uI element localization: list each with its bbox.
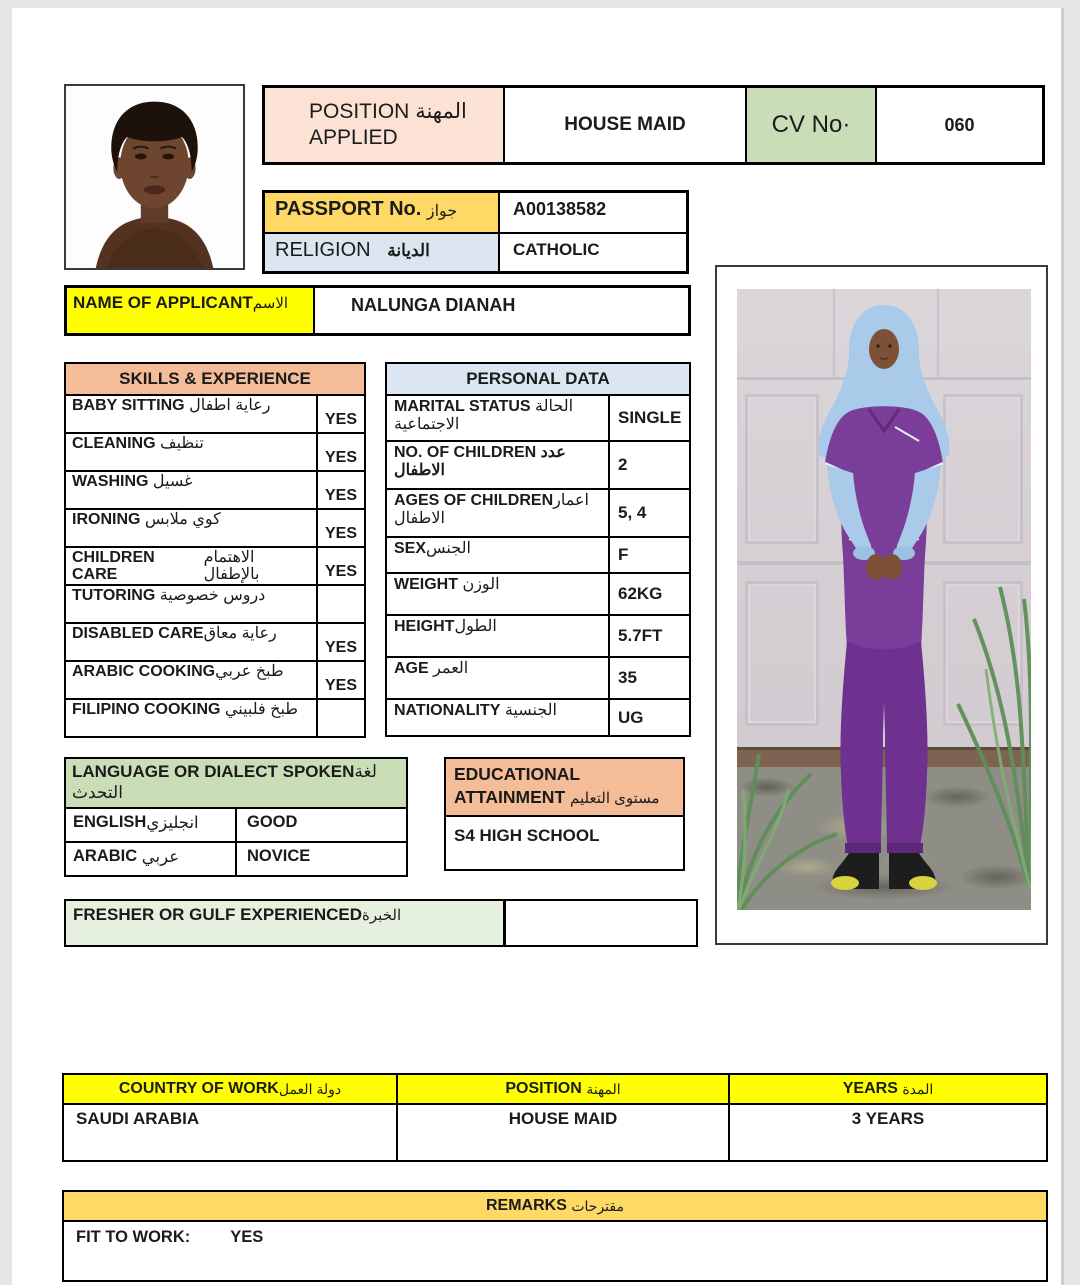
years-value: 3 YEARS (728, 1105, 1046, 1160)
photo-scene (737, 289, 1031, 910)
personal-row (387, 656, 689, 698)
skill-row (66, 470, 364, 508)
work-history-header-row (64, 1075, 1046, 1103)
personal-row (387, 440, 689, 488)
skill-row (66, 660, 364, 698)
religion-label: RELIGION (275, 239, 371, 261)
fresher-label-cell (66, 901, 503, 945)
skill-value: YES (316, 434, 364, 470)
personal-row (387, 536, 689, 572)
personal-label-arabic: العمر (433, 660, 469, 677)
skill-label: WASHING (72, 473, 149, 490)
remarks-table (62, 1190, 1048, 1282)
skill-row (66, 622, 364, 660)
position-header-arabic: المهنة (586, 1080, 621, 1097)
fit-to-work-value: YES (230, 1228, 264, 1246)
language-label-arabic: عربي (141, 848, 180, 866)
skill-label: ARABIC COOKING (72, 663, 216, 680)
personal-label-arabic: اعمار الاطفال (394, 492, 589, 528)
position-cv-table (262, 85, 1045, 165)
skill-label-arabic: دروس خصوصية (159, 587, 266, 604)
religion-value: CATHOLIC (498, 234, 686, 271)
skill-row (66, 584, 364, 622)
country-of-work-header-arabic: دولة العمل (278, 1080, 342, 1097)
language-row (66, 807, 406, 841)
personal-label: HEIGHT (394, 618, 455, 635)
skill-label-arabic: تنظيف (160, 435, 204, 452)
cv-no-value: 060 (875, 88, 1042, 162)
applicant-full-body-photo (715, 265, 1048, 945)
applied-label: APPLIED (309, 126, 398, 149)
position-label: POSITION (309, 99, 410, 123)
skill-row (66, 394, 364, 432)
skill-label: CLEANING (72, 435, 156, 452)
language-table (64, 757, 408, 877)
skill-row (66, 508, 364, 546)
language-header (66, 759, 406, 807)
position-value: HOUSE MAID (396, 1105, 728, 1160)
skill-value: YES (316, 396, 364, 432)
personal-label-arabic: الوزن (462, 576, 500, 593)
fresher-value-cell (503, 901, 696, 945)
skill-label: FILIPINO COOKING (72, 701, 221, 718)
personal-label: AGE (394, 660, 429, 677)
years-header-arabic: المدة (902, 1080, 934, 1097)
language-label: ARABIC (73, 847, 138, 865)
skill-label: BABY SITTING (72, 397, 185, 414)
education-header (446, 759, 683, 815)
country-of-work-value: SAUDI ARABIA (76, 1109, 200, 1128)
skill-label-arabic: الاهتمام بالإطفال (203, 549, 260, 583)
work-history-value-row (64, 1103, 1046, 1160)
years-header: YEARS المدة (728, 1075, 1046, 1103)
personal-row (387, 572, 689, 614)
skill-label: DISABLED CARE (72, 625, 204, 642)
language-row (66, 841, 406, 875)
skill-label-arabic: رعاية اطفال (189, 397, 271, 414)
language-label-arabic: انجليزي (146, 814, 199, 832)
position-header: POSITION المهنة (396, 1075, 728, 1103)
personal-label-arabic: الجنس (426, 540, 471, 557)
personal-label-arabic: الحالة الاجتماعية (394, 398, 574, 434)
personal-data-table (385, 362, 691, 737)
skill-row (66, 698, 364, 736)
language-header-arabic: لغة التحدث (72, 762, 377, 803)
cv-no-label: CV No· (745, 88, 875, 162)
personal-label-arabic: الجنسية (504, 702, 557, 719)
skill-row (66, 546, 364, 584)
personal-label: SEX (394, 540, 427, 557)
skill-label-arabic: كوي ملابس (144, 511, 221, 528)
religion-label-cell (265, 234, 498, 271)
name-label-arabic: الاسم (252, 295, 289, 312)
skills-header: SKILLS & EXPERIENCE (66, 364, 364, 394)
fresher-row (64, 899, 698, 947)
personal-label: NATIONALITY (394, 702, 501, 719)
remarks-body (64, 1220, 1046, 1280)
skill-label: TUTORING (72, 587, 156, 604)
passport-no-value: A00138582 (498, 193, 686, 232)
personal-row (387, 488, 689, 536)
language-label: ENGLISH (73, 813, 147, 831)
education-table (444, 757, 685, 871)
fresher-label-arabic: الخبرة (362, 907, 402, 924)
headshot-illustration (66, 86, 243, 268)
education-value: S4 HIGH SCHOOL (446, 815, 683, 869)
personal-label: AGES OF CHILDREN (394, 492, 554, 509)
work-history-table (62, 1073, 1048, 1162)
skill-value: YES (316, 662, 364, 698)
fit-to-work-label: FIT TO WORK: (76, 1228, 191, 1246)
personal-label-arabic: عدد الاطفال (394, 444, 566, 480)
personal-label-arabic: الطول (454, 618, 497, 635)
skill-value: YES (316, 624, 364, 660)
skills-table (64, 362, 366, 738)
skill-label-arabic: غسيل (152, 473, 193, 490)
personal-label: MARITAL STATUS (394, 398, 531, 415)
education-header-arabic: مستوى التعليم (570, 789, 660, 807)
position-applied-label-cell (265, 88, 503, 162)
name-label: NAME OF APPLICANT (73, 293, 253, 312)
personal-value: F (608, 538, 689, 572)
skill-label-arabic: طبخ فلبيني (224, 701, 299, 718)
passport-no-label: PASSPORT No. (275, 198, 422, 220)
personal-row (387, 698, 689, 735)
skill-row (66, 432, 364, 470)
passport-no-label-arabic: جواز (426, 203, 458, 220)
skill-label: CHILDREN CARE (72, 549, 155, 583)
personal-value: UG (608, 700, 689, 735)
personal-row (387, 394, 689, 440)
person-figure (799, 301, 969, 901)
position-label-arabic: المهنة (415, 99, 467, 123)
personal-value: 35 (608, 658, 689, 698)
education-header-line1: EDUCATIONAL (454, 764, 581, 784)
personal-row (387, 614, 689, 656)
skill-value: YES (316, 548, 364, 584)
applicant-headshot-photo (64, 84, 245, 270)
passport-religion-table (262, 190, 689, 274)
skill-value (316, 586, 364, 622)
country-of-work-header: COUNTRY OF WORK دولة العمل (118, 1080, 342, 1097)
passport-no-label-cell (265, 193, 498, 232)
personal-value: 5.7FT (608, 616, 689, 656)
personal-value: SINGLE (608, 396, 689, 440)
skill-label-arabic: رعاية معاق (203, 625, 277, 642)
language-value: GOOD (235, 809, 406, 841)
language-header-label: LANGUAGE OR DIALECT SPOKEN (72, 762, 355, 781)
personal-data-header: PERSONAL DATA (387, 364, 689, 394)
skill-value: YES (316, 472, 364, 508)
personal-label: WEIGHT (394, 576, 458, 593)
name-label-cell (67, 288, 313, 333)
personal-value: 5, 4 (608, 490, 689, 536)
skill-label: IRONING (72, 511, 141, 528)
personal-value: 62KG (608, 574, 689, 614)
remarks-header: REMARKS مقترحات (64, 1192, 1046, 1220)
education-header-line2: ATTAINMENT (454, 786, 566, 807)
personal-value: 2 (608, 442, 689, 488)
skill-value: YES (316, 510, 364, 546)
religion-label-arabic: الديانة (387, 241, 430, 260)
remarks-header-arabic: مقترحات (571, 1197, 624, 1214)
personal-label: NO. OF CHILDREN (394, 444, 537, 461)
skill-label-arabic: طبخ عربي (215, 663, 284, 680)
name-of-applicant-row (64, 285, 691, 336)
fresher-label: FRESHER OR GULF EXPERIENCED (73, 905, 363, 924)
name-value: NALUNGA DIANAH (313, 288, 688, 333)
skill-value (316, 700, 364, 736)
position-applied-value: HOUSE MAID (503, 88, 745, 162)
language-value: NOVICE (235, 843, 406, 875)
